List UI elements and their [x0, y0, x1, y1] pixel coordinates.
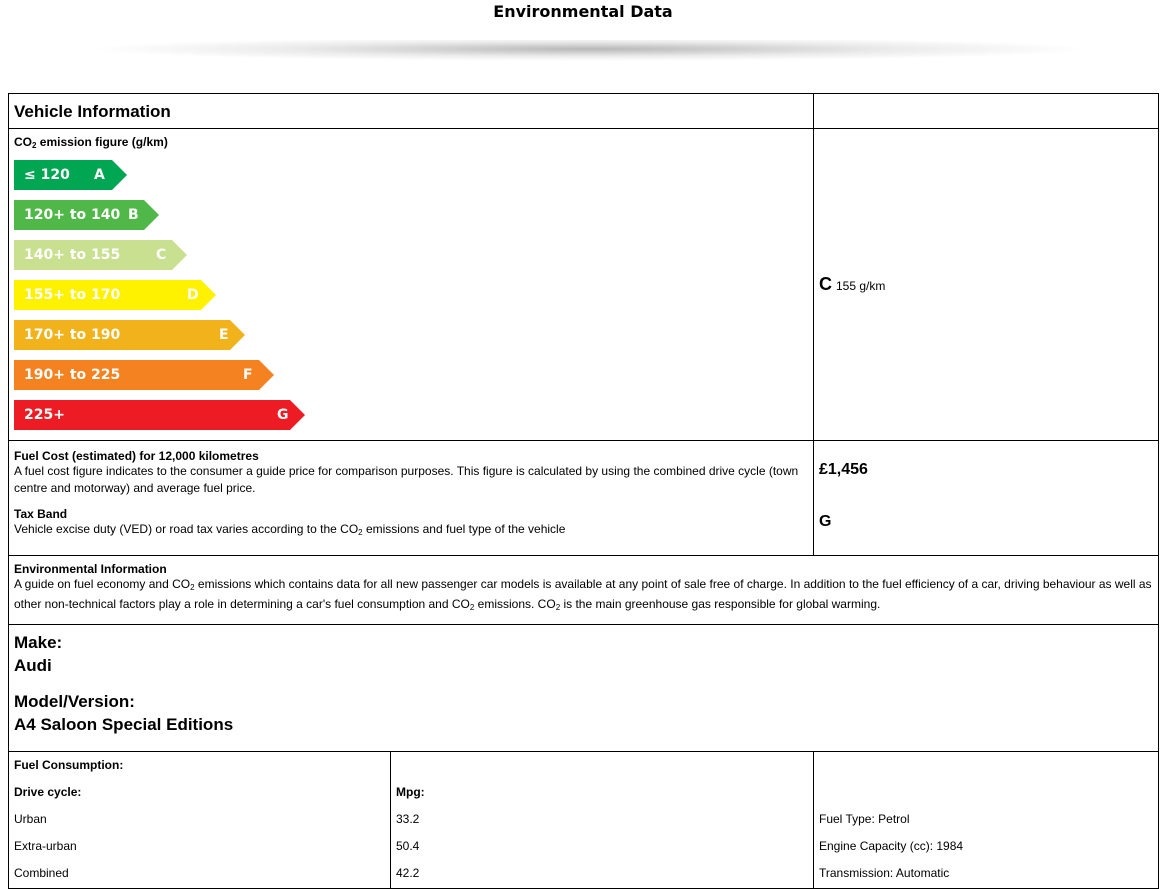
tax-band-description: Vehicle excise duty (VED) or road tax varies according to the $CO_2$ emissions and fuel type of the vehicle	[14, 522, 566, 537]
co2-band-label: 155+ to 170	[24, 287, 121, 303]
fuel-cost-description: A fuel cost figure indicates to the consumer a guide price for comparison purposes. This figure is calculated by using the combined drive cycle (town centre and motorway) and average fuel price.	[14, 464, 799, 495]
co2-band-grade: C	[156, 247, 167, 263]
environmental-data-table	[8, 93, 1159, 889]
model-value: A4 Saloon Special Editions	[14, 715, 234, 734]
make-label: Make:	[14, 633, 63, 652]
page-title: Environmental Data	[493, 2, 673, 21]
co2-rating-cell	[814, 129, 1159, 441]
co2-band-label: 140+ to 155	[24, 247, 121, 263]
mpg-spacer	[396, 752, 808, 779]
vehicle-info-title: Vehicle Information	[9, 94, 814, 129]
co2-band-grade: G	[277, 407, 289, 423]
co2-band-grade: F	[243, 367, 253, 383]
make-model-cell	[9, 625, 1159, 752]
co2-band-label: 120+ to 140	[24, 207, 121, 223]
fuel-cost-title: Fuel Cost (estimated) for 12,000 kilometres	[14, 449, 259, 463]
drive-cycle-extra-urban: Extra-urban	[14, 839, 77, 853]
co2-label: $CO_2$ emission figure (g/km)	[14, 135, 168, 150]
co2-band-label: 190+ to 225	[24, 367, 121, 383]
tax-band-title: Tax Band	[14, 507, 68, 521]
co2-rating-grade: C	[819, 274, 832, 294]
mpg-urban: 33.2	[396, 812, 420, 826]
co2-band-label: ≤ 120	[24, 167, 70, 183]
environmental-info-title: Environmental Information	[14, 562, 167, 576]
model-label: Model/Version:	[14, 692, 135, 711]
fuel-cost-cell	[9, 441, 814, 556]
environmental-info-cell	[9, 556, 1159, 625]
vehicle-info-blank	[814, 94, 1159, 129]
co2-band-label: 170+ to 190	[24, 327, 121, 343]
co2-band-grade: A	[94, 167, 105, 183]
co2-band-grade: B	[128, 207, 139, 223]
co2-band-chart	[14, 150, 808, 440]
drive-cycle-column	[9, 752, 391, 889]
co2-band-label: 225+	[24, 407, 65, 423]
mpg-extra-urban: 50.4	[396, 839, 420, 853]
fuel-cost-value: £1,456	[819, 461, 868, 478]
fuel-cost-values-cell	[814, 441, 1159, 556]
tax-band-value: G	[819, 513, 832, 530]
fuel-type: Fuel Type: Petrol	[819, 812, 910, 826]
co2-chart-cell	[9, 129, 814, 441]
co2-band-grade: D	[187, 287, 199, 303]
mpg-combined: 42.2	[396, 866, 420, 880]
spec-spacer-1	[819, 752, 1153, 779]
title-shadow	[90, 40, 1090, 70]
fuel-consumption-title: Fuel Consumption:	[14, 758, 124, 772]
co2-band-grade: E	[219, 327, 229, 343]
drive-cycle-header: Drive cycle:	[14, 785, 82, 799]
transmission: Transmission: Automatic	[819, 866, 950, 880]
mpg-column	[391, 752, 814, 889]
make-value: Audi	[14, 656, 52, 675]
drive-cycle-combined: Combined	[14, 866, 69, 880]
co2-rating-value: 155 g/km	[836, 279, 886, 293]
engine-capacity: Engine Capacity (cc): 1984	[819, 839, 964, 853]
drive-cycle-urban: Urban	[14, 812, 47, 826]
spec-column	[814, 752, 1159, 889]
mpg-header: Mpg:	[396, 785, 425, 799]
spec-spacer-2	[819, 779, 1153, 806]
environmental-info-text: A guide on fuel economy and $CO_2$ emissions which contains data for all new passenger car models is available at any point of sale free of charge. In addition to the fuel efficiency of a car, driving behaviour as well as other non-technical factors play a role in determining a car's fuel consumption and $CO_2$ emissions. $CO_2$ is the main greenhouse gas responsible for global warming.	[14, 577, 1152, 612]
